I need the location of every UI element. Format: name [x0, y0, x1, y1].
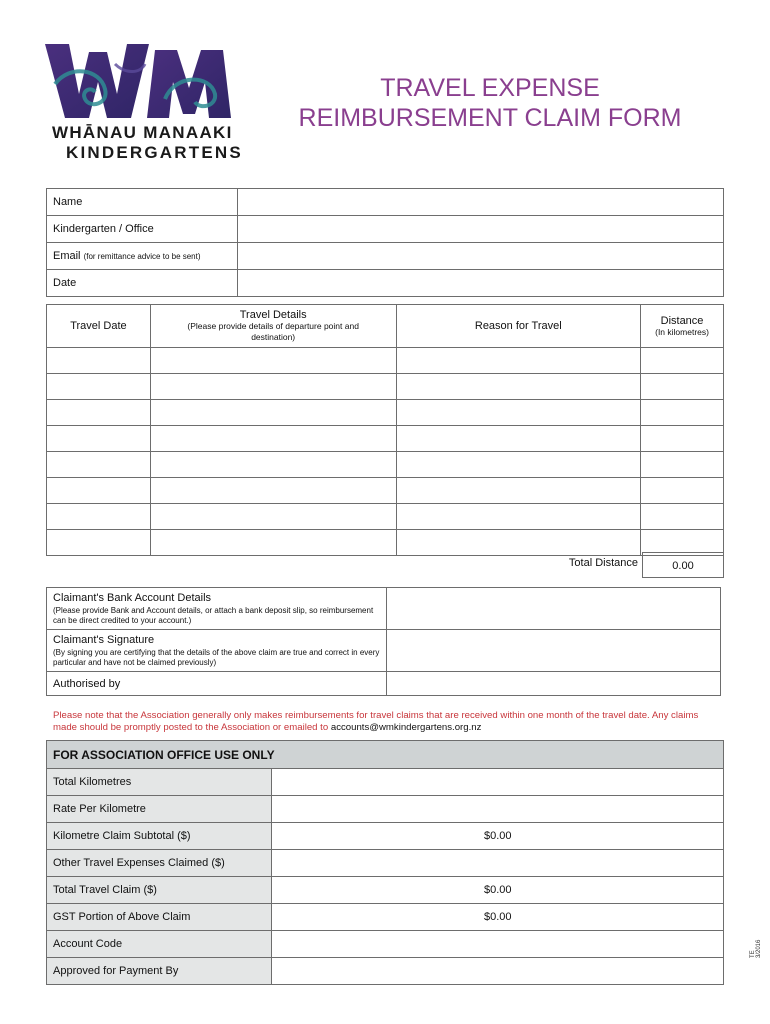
travel-date-cell[interactable] — [47, 530, 151, 556]
office-row-value[interactable] — [272, 769, 724, 796]
email-label: Email — [53, 250, 81, 262]
travel-details-subtitle: (Please provide details of departure point and destination) — [187, 321, 359, 342]
travel-row — [47, 530, 724, 556]
date-row — [47, 270, 724, 297]
form-reference-code: TE 3/2016 — [750, 939, 762, 958]
office-row — [47, 904, 724, 931]
reason-cell[interactable] — [396, 374, 641, 400]
distance-cell[interactable] — [641, 452, 724, 478]
travel-date-cell[interactable] — [47, 478, 151, 504]
signature-label: Claimant's Signature — [53, 634, 155, 646]
office-row-value[interactable] — [272, 850, 724, 877]
travel-details-header — [150, 305, 396, 348]
travel-date-cell[interactable] — [47, 400, 151, 426]
org-name-line1: WHĀNAU MANAAKI — [52, 123, 233, 142]
claimant-table — [46, 587, 721, 696]
office-row-value[interactable] — [272, 931, 724, 958]
travel-row — [47, 478, 724, 504]
date-label: Date — [47, 270, 238, 297]
email-label-cell — [47, 243, 238, 270]
office-row-label: Total Travel Claim ($) — [47, 877, 272, 904]
distance-title: Distance — [660, 314, 704, 327]
travel-details-cell[interactable] — [150, 504, 396, 530]
authorised-row — [47, 672, 721, 696]
office-rows — [47, 741, 724, 985]
travel-row — [47, 348, 724, 374]
travel-date-cell[interactable] — [47, 426, 151, 452]
bank-sub: (Please provide Bank and Account details, or attach a bank deposit slip, so reimbursement can be direct credited to your account.) — [53, 606, 374, 625]
note-text: Please note that the Association generally only makes reimbursements for travel claims that are received within one month of the travel date. Any claims made should be promptly posted to the Association or emailed to — [53, 710, 699, 733]
office-use-table — [46, 740, 724, 985]
office-row-value[interactable] — [272, 958, 724, 985]
travel-rows — [47, 348, 724, 556]
travel-details-cell[interactable] — [150, 426, 396, 452]
distance-cell[interactable] — [641, 426, 724, 452]
signature-sub: (By signing you are certifying that the details of the above claim are true and correct in every particular and have not be claimed previously) — [53, 648, 380, 667]
email-note: (for remittance advice to be sent) — [83, 252, 201, 261]
reason-cell[interactable] — [396, 530, 641, 556]
office-row-value[interactable]: $0.00 — [272, 823, 724, 850]
personal-details-table — [46, 188, 724, 297]
accounts-email-link[interactable]: accounts@wmkindergartens.org.nz — [330, 722, 482, 733]
reason-cell[interactable] — [396, 478, 641, 504]
travel-date-cell[interactable] — [47, 452, 151, 478]
office-row — [47, 823, 724, 850]
travel-row — [47, 452, 724, 478]
travel-row — [47, 400, 724, 426]
travel-date-header: Travel Date — [47, 305, 151, 348]
reason-cell[interactable] — [396, 452, 641, 478]
office-row — [47, 958, 724, 985]
signature-input[interactable] — [387, 630, 721, 672]
office-row — [47, 769, 724, 796]
reason-cell[interactable] — [396, 400, 641, 426]
date-input[interactable] — [238, 270, 724, 297]
office-row-label: Kilometre Claim Subtotal ($) — [47, 823, 272, 850]
name-input[interactable] — [238, 189, 724, 216]
travel-row — [47, 504, 724, 530]
office-row — [47, 850, 724, 877]
name-row — [47, 189, 724, 216]
office-row-label: Rate Per Kilometre — [47, 796, 272, 823]
reason-header: Reason for Travel — [396, 305, 641, 348]
office-row-value[interactable]: $0.00 — [272, 877, 724, 904]
kindergarten-input[interactable] — [238, 216, 724, 243]
distance-cell[interactable] — [641, 374, 724, 400]
reason-cell[interactable] — [396, 504, 641, 530]
office-row-label: Other Travel Expenses Claimed ($) — [47, 850, 272, 877]
bank-row — [47, 588, 721, 630]
office-row-label: GST Portion of Above Claim — [47, 904, 272, 931]
travel-details-cell[interactable] — [150, 374, 396, 400]
office-row — [47, 931, 724, 958]
distance-cell[interactable] — [641, 478, 724, 504]
email-input[interactable] — [238, 243, 724, 270]
distance-cell[interactable] — [641, 504, 724, 530]
travel-details-cell[interactable] — [150, 400, 396, 426]
kindergarten-label: Kindergarten / Office — [47, 216, 238, 243]
office-row-value[interactable]: $0.00 — [272, 904, 724, 931]
office-row-label: Approved for Payment By — [47, 958, 272, 985]
distance-subtitle: (In kilometres) — [655, 326, 709, 337]
name-label: Name — [47, 189, 238, 216]
travel-details-title: Travel Details — [239, 309, 307, 321]
office-row — [47, 796, 724, 823]
kindergarten-row — [47, 216, 724, 243]
travel-table — [46, 304, 724, 556]
org-name-line2: KINDERGARTENS — [66, 143, 243, 162]
travel-date-cell[interactable] — [47, 348, 151, 374]
travel-details-cell[interactable] — [150, 478, 396, 504]
total-distance-value[interactable]: 0.00 — [642, 552, 724, 578]
travel-date-cell[interactable] — [47, 504, 151, 530]
travel-row — [47, 374, 724, 400]
travel-row — [47, 426, 724, 452]
bank-label-cell — [47, 588, 387, 630]
travel-details-cell[interactable] — [150, 348, 396, 374]
office-row-label: Account Code — [47, 931, 272, 958]
reason-cell[interactable] — [396, 348, 641, 374]
signature-label-cell — [47, 630, 387, 672]
form-title-line1: TRAVEL EXPENSE — [380, 74, 600, 102]
office-use-header: FOR ASSOCIATION OFFICE USE ONLY — [47, 741, 724, 769]
distance-header — [641, 305, 724, 348]
office-row-value[interactable] — [272, 796, 724, 823]
submission-note — [53, 710, 703, 734]
office-row-label: Total Kilometres — [47, 769, 272, 796]
travel-header-row — [47, 305, 724, 348]
authorised-input[interactable] — [387, 672, 721, 696]
signature-row — [47, 630, 721, 672]
bank-input[interactable] — [387, 588, 721, 630]
email-row — [47, 243, 724, 270]
bank-label: Claimant's Bank Account Details — [53, 592, 212, 604]
travel-details-cell[interactable] — [150, 530, 396, 556]
distance-cell[interactable] — [641, 348, 724, 374]
distance-cell[interactable] — [641, 400, 724, 426]
authorised-label: Authorised by — [47, 672, 387, 696]
travel-date-cell[interactable] — [47, 374, 151, 400]
travel-details-cell[interactable] — [150, 452, 396, 478]
office-header-row — [47, 741, 724, 769]
reason-cell[interactable] — [396, 426, 641, 452]
total-distance-label: Total Distance — [568, 557, 638, 569]
office-row — [47, 877, 724, 904]
form-title-line2: REIMBURSEMENT CLAIM FORM — [298, 104, 682, 132]
